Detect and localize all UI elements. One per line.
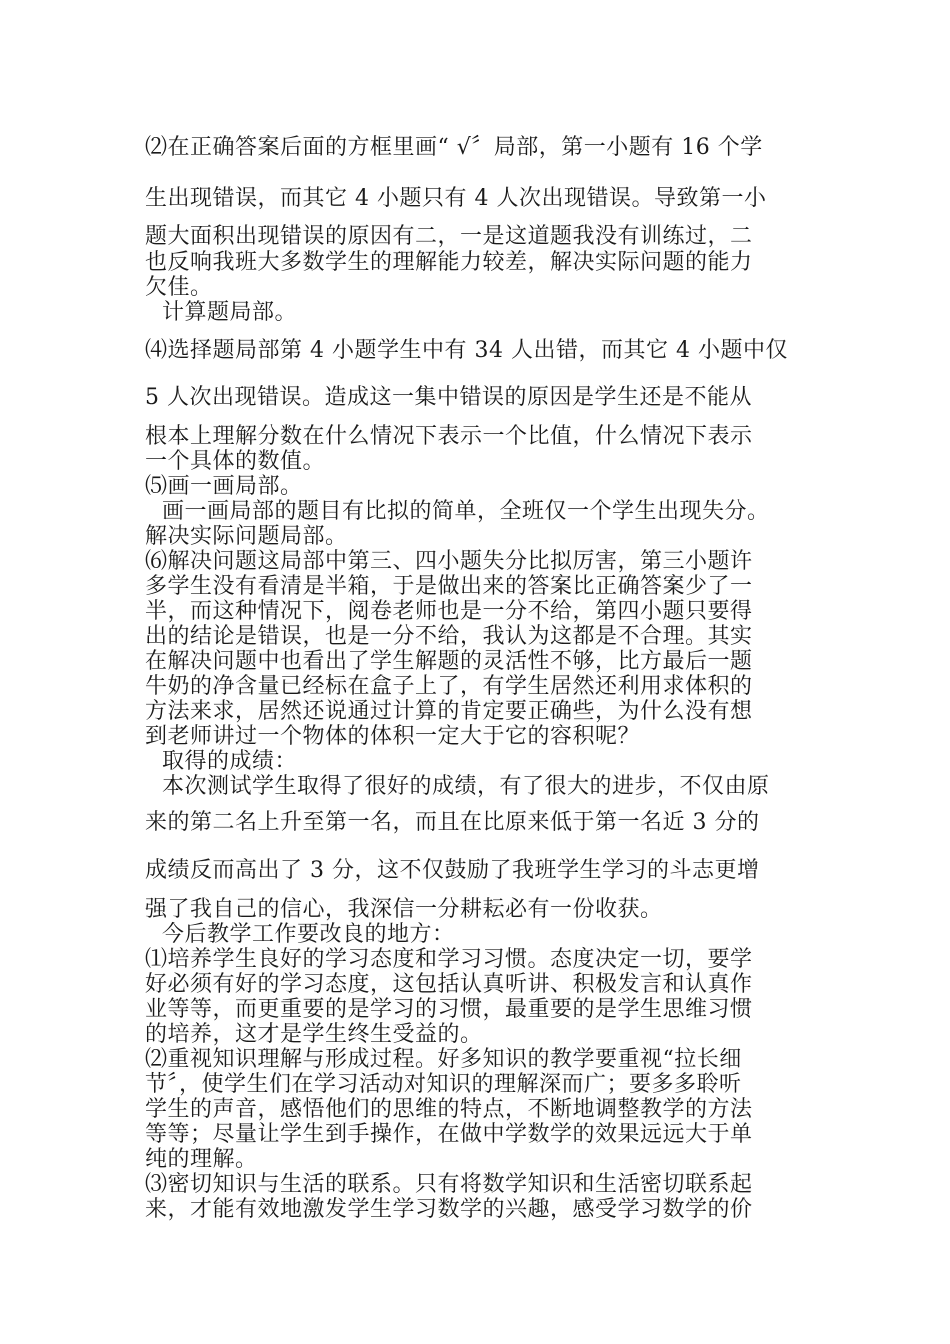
text-line: 欠佳。 bbox=[145, 275, 213, 300]
text-line: 本次测试学生取得了很好的成绩，有了很大的进步，不仅由原 bbox=[162, 774, 770, 799]
text-line: 学生的声音，感悟他们的思维的特点，不断地调整教学的方法 bbox=[145, 1097, 753, 1122]
text-line: ⑵重视知识理解与形成过程。好多知识的教学要重视“拉长细 bbox=[145, 1047, 742, 1072]
text-line: ⑵在正确答案后面的方框里画“ √〞局部，第一小题有 16 个学 bbox=[145, 135, 763, 160]
text-line: 节〞，使学生们在学习活动对知识的理解深而广；要多多聆听 bbox=[145, 1072, 742, 1097]
text-line: ⑶密切知识与生活的联系。只有将数学知识和生活密切联系起 bbox=[145, 1172, 753, 1197]
text-line: 也反响我班大多数学生的理解能力较差，解决实际问题的能力 bbox=[145, 250, 753, 275]
section-heading: 取得的成绩： bbox=[162, 749, 298, 774]
text-line: 纯的理解。 bbox=[145, 1147, 258, 1172]
text-line: 题大面积出现错误的原因有二，一是这道题我没有训练过，二 bbox=[145, 224, 753, 249]
text-line: 画一画局部的题目有比拟的简单，全班仅一个学生出现失分。 bbox=[162, 499, 770, 524]
section-heading: 今后教学工作要改良的地方： bbox=[162, 922, 455, 947]
text-line: 强了我自己的信心，我深信一分耕耘必有一份收获。 bbox=[145, 897, 663, 922]
text-line: ⑹解决问题这局部中第三、四小题失分比拟厉害，第三小题许 bbox=[145, 549, 753, 574]
text-line: 一个具体的数值。 bbox=[145, 449, 326, 474]
text-line: 等等；尽量让学生到手操作，在做中学数学的效果远远大于单 bbox=[145, 1122, 753, 1147]
text-line: 牛奶的净含量已经标在盒子上了，有学生居然还利用求体积的 bbox=[145, 674, 753, 699]
text-line: ⑸画一画局部。 bbox=[145, 474, 303, 499]
text-line: 多学生没有看清是半箱，于是做出来的答案比正确答案少了一 bbox=[145, 574, 753, 599]
text-line: 半，而这种情况下，阅卷老师也是一分不给，第四小题只要得 bbox=[145, 599, 753, 624]
text-line: 来，才能有效地激发学生学习数学的兴趣，感受学习数学的价 bbox=[145, 1197, 753, 1222]
text-line: 好必须有好的学习态度，这包括认真听讲、积极发言和认真作 bbox=[145, 972, 753, 997]
text-line: 5 人次出现错误。造成这一集中错误的原因是学生还是不能从 bbox=[145, 385, 752, 410]
text-line: ⑴培养学生良好的学习态度和学习习惯。态度决定一切，要学 bbox=[145, 947, 753, 972]
text-line: 来的第二名上升至第一名，而且在比原来低于第一名近 3 分的 bbox=[145, 810, 760, 835]
text-line: 根本上理解分数在什么情况下表示一个比值，什么情况下表示 bbox=[145, 424, 753, 449]
text-line: 出的结论是错误，也是一分不给，我认为这都是不合理。其实 bbox=[145, 624, 753, 649]
text-line: 在解决问题中也看出了学生解题的灵活性不够，比方最后一题 bbox=[145, 649, 753, 674]
text-line: 业等等，而更重要的是学习的习惯，最重要的是学生思维习惯 bbox=[145, 997, 753, 1022]
text-line: ⑷选择题局部第 4 小题学生中有 34 人出错，而其它 4 小题中仅 bbox=[145, 338, 788, 363]
text-line: 生出现错误，而其它 4 小题只有 4 人次出现错误。导致第一小 bbox=[145, 186, 767, 211]
text-line: 方法来求，居然还说通过计算的肯定要正确些，为什么没有想 bbox=[145, 699, 753, 724]
text-line: 成绩反而高出了 3 分，这不仅鼓励了我班学生学习的斗志更增 bbox=[145, 858, 760, 883]
section-heading: 计算题局部。 bbox=[162, 300, 298, 325]
text-line: 到老师讲过一个物体的体积一定大于它的容积呢？ bbox=[145, 724, 641, 749]
section-heading: 解决实际问题局部。 bbox=[145, 524, 348, 549]
text-line: 的培养，这才是学生终生受益的。 bbox=[145, 1022, 483, 1047]
